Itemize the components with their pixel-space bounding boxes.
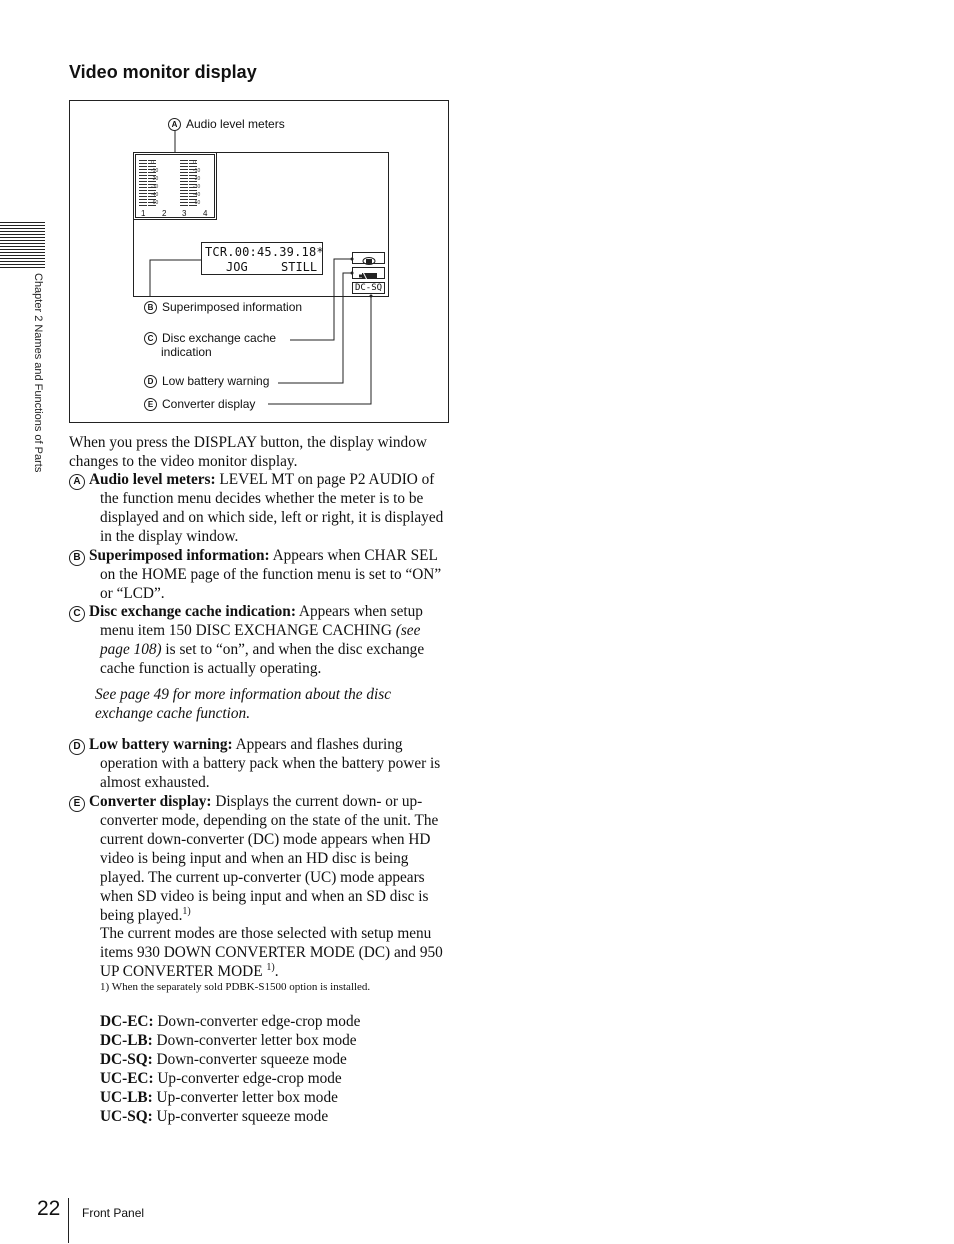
audio-level-meters — [133, 152, 217, 220]
meter-channel-1: 1 — [141, 209, 146, 218]
superimposed-info-box — [201, 242, 323, 275]
disc-cache-icon — [352, 252, 385, 264]
footer-divider — [68, 1198, 69, 1243]
item-audio-level-meters: A Audio level meters: LEVEL MT on page P2 AUDIO of the function menu decides whether the meter is to be displayed and on which side, left or right, it is displayed in the display window. — [69, 471, 453, 547]
mode-dc-sq: DC-SQ: Down-converter squeeze mode — [100, 1051, 347, 1068]
item-converter-display: E Converter display: Displays the current down- or up-converter mode, depending on the state of the unit. The current down-converter (DC) mode appears when HD video is being input and when an HD disc is being played. The current up-converter (UC) mode appears when SD video is being input and when an SD disc is being played.$^{1)}$ The current modes are those selected with setup menu items 930 DOWN CONVERTER MODE (DC) and 950 UP CONVERTER MODE $^{1)}$. — [69, 793, 453, 982]
mode-uc-ec: UC-EC: Up-converter edge-crop mode — [100, 1070, 342, 1087]
timecode-readout: TCR.00:45.39.18* — [205, 245, 324, 259]
low-battery-icon — [352, 267, 385, 279]
mode-dc-ec: DC-EC: Down-converter edge-crop mode — [100, 1013, 361, 1030]
cache-note: See page 49 for more information about the disc exchange cache function. — [95, 686, 391, 722]
mode-uc-sq: UC-SQ: Up-converter squeeze mode — [100, 1108, 329, 1125]
chapter-tab-label: Chapter 2 Names and Functions of Parts — [32, 273, 44, 473]
figure-label-e: E Converter display — [144, 397, 255, 411]
jog-status: JOG — [226, 260, 248, 274]
intro-paragraph: When you press the DISPLAY button, the display window changes to the video monitor display. — [69, 434, 427, 470]
meter-scale-left: 0 -10 -20 -30 -40 -60 — [151, 160, 159, 206]
meter-channel-2: 2 — [162, 209, 167, 218]
meter-bar-1 — [139, 160, 147, 208]
mode-dc-lb: DC-LB: Down-converter letter box mode — [100, 1032, 357, 1049]
meter-scale-right: 0 -10 -20 -30 -40 -60 — [193, 160, 201, 206]
footer-section-name: Front Panel — [82, 1206, 145, 1220]
section-heading: Video monitor display — [69, 62, 257, 82]
figure-label-b: B Superimposed information — [144, 300, 302, 314]
figure-label-c: C Disc exchange cache indication — [144, 331, 276, 359]
meter-bar-3 — [180, 160, 188, 208]
meter-channel-3: 3 — [182, 209, 187, 218]
figure-label-d: D Low battery warning — [144, 374, 269, 388]
mode-uc-lb: UC-LB: Up-converter letter box mode — [100, 1089, 338, 1106]
item-superimposed-information: B Superimposed information: Appears when CHAR SEL on the HOME page of the function menu is set to “ON” or “LCD”. — [69, 547, 453, 604]
page-number: 22 — [37, 1197, 61, 1220]
item-low-battery-warning: D Low battery warning: Appears and flashes during operation with a battery pack when the battery power is almost exhausted. — [69, 736, 453, 793]
footnote: 1) When the separately sold PDBK-S1500 option is installed. — [100, 981, 371, 993]
converter-display: DC-SQ — [352, 282, 385, 294]
item-disc-exchange-cache: C Disc exchange cache indication: Appears when setup menu item 150 DISC EXCHANGE CACHING (see page 108) is set to “on”, and when the disc exchange cache function is actually operating. — [69, 603, 453, 679]
meter-channel-4: 4 — [203, 209, 208, 218]
still-status: STILL — [281, 260, 318, 274]
chapter-tab-marker — [0, 222, 45, 268]
figure-label-a: A Audio level meters — [168, 117, 285, 131]
